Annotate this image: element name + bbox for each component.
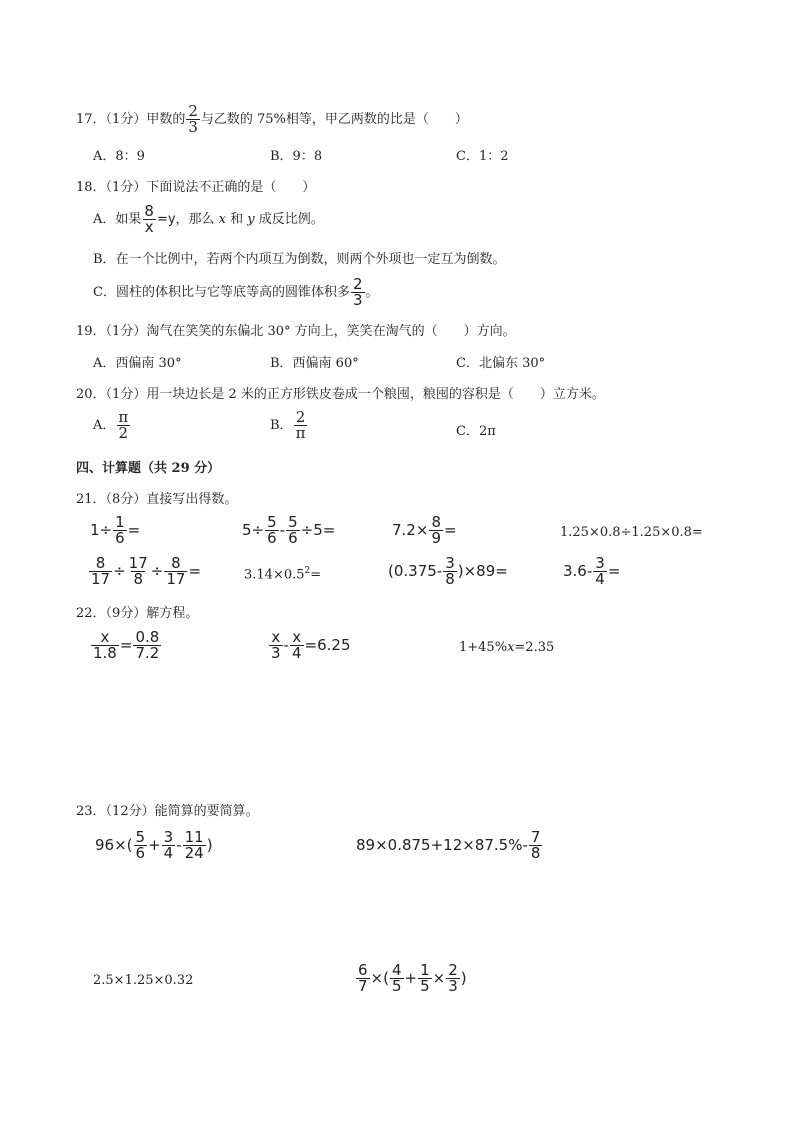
fraction xyxy=(351,277,365,308)
text: - xyxy=(283,636,289,654)
numerator: 5 xyxy=(288,513,298,531)
numerator: 8 xyxy=(171,554,181,572)
denominator: 1.8 xyxy=(93,644,117,662)
numerator: 3 xyxy=(163,828,174,846)
numerator: 5 xyxy=(135,828,146,846)
fraction xyxy=(133,630,161,661)
numerator: 8 xyxy=(144,202,154,220)
text: + xyxy=(404,969,418,987)
numerator: π xyxy=(118,408,129,426)
denominator: π xyxy=(295,424,306,442)
q17-option-a: A．8：9 xyxy=(93,149,145,164)
q19-stem: 19．（1分）淘气在笑笑的东偏北 30° 方向上，笑笑在淘气的（ ）方向。 xyxy=(76,324,516,339)
text: 96×( xyxy=(95,836,133,854)
section-heading: 四、计算题（共 29 分） xyxy=(76,461,221,476)
denominator: 3 xyxy=(352,291,363,309)
q22-equation-2 xyxy=(268,630,350,661)
denominator: 6 xyxy=(288,529,298,547)
var-x: x xyxy=(218,212,226,227)
denominator: 24 xyxy=(184,844,204,862)
denominator: x xyxy=(144,218,154,236)
fraction xyxy=(127,556,150,587)
denominator: 4 xyxy=(291,644,302,662)
q21-expr-2 xyxy=(242,515,335,546)
fraction xyxy=(89,556,112,587)
fraction xyxy=(91,630,119,661)
q21-expr-4: 1.25×0.8÷1.25×0.8= xyxy=(560,525,703,540)
numerator: 8 xyxy=(95,554,106,572)
numerator: x xyxy=(292,628,302,646)
q21-expr-6 xyxy=(244,566,321,582)
numerator: 2 xyxy=(448,961,458,979)
numerator: 2 xyxy=(352,275,363,293)
fraction xyxy=(186,104,200,135)
denominator: 7 xyxy=(358,977,368,995)
q19-option-a: A．西偏南 30° xyxy=(93,356,182,371)
numerator: 6 xyxy=(358,961,368,979)
numerator: 1 xyxy=(115,513,125,531)
q22-equation-1 xyxy=(90,630,162,661)
text: =2.35 xyxy=(514,640,555,655)
denominator: 3 xyxy=(448,977,458,995)
q20-option-c: C．2π xyxy=(456,424,496,439)
text: = xyxy=(607,562,621,580)
text: ÷ xyxy=(150,562,164,580)
numerator: x xyxy=(271,628,281,646)
text: - xyxy=(176,836,182,854)
fraction xyxy=(290,630,304,661)
text: - xyxy=(279,521,286,539)
text: 。 xyxy=(365,285,379,300)
text: 5÷ xyxy=(242,521,265,539)
fraction xyxy=(134,830,148,861)
text: 3.14×0.5 xyxy=(244,567,305,583)
q17-option-c: C．1：2 xyxy=(456,149,509,164)
denominator: 8 xyxy=(133,570,143,588)
text: ×( xyxy=(370,969,389,987)
var-x: x xyxy=(507,640,515,655)
numerator: 17 xyxy=(128,554,148,572)
question-17 xyxy=(76,104,468,135)
q19-option-b: B．西偏南 60° xyxy=(270,356,359,371)
text: )×89= xyxy=(457,562,508,580)
fraction xyxy=(446,963,460,994)
denominator: 2 xyxy=(118,424,129,442)
q21-expr-3 xyxy=(392,515,457,546)
q21-expr-5 xyxy=(88,556,201,587)
q21-expr-1 xyxy=(90,515,140,546)
exponent: 2 xyxy=(304,566,311,576)
text: = xyxy=(119,636,133,654)
text: =6.25 xyxy=(304,636,351,654)
text: ÷5= xyxy=(300,521,336,539)
q23-stem: 23．（12分）能简算的要简算。 xyxy=(76,804,259,819)
q17-option-b: B．9：8 xyxy=(270,149,323,164)
text: A．如果 xyxy=(93,212,142,227)
text: =y，那么 xyxy=(156,212,219,227)
text: 89×0.875+12×87.5%- xyxy=(356,836,528,854)
denominator: 17 xyxy=(91,570,111,588)
q18-stem: 18．（1分）下面说法不正确的是（ ） xyxy=(76,180,316,195)
fraction xyxy=(529,830,543,861)
denominator: 8 xyxy=(445,570,455,588)
var-y: y xyxy=(247,212,255,227)
denominator: 6 xyxy=(135,844,146,862)
q23-expr-1 xyxy=(95,830,213,861)
q19-option-c: C．北偏东 30° xyxy=(456,356,546,371)
fraction xyxy=(162,830,176,861)
fraction xyxy=(265,515,279,546)
text: C．圆柱的体积比与它等底等高的圆锥体积多 xyxy=(93,285,350,300)
numerator: 5 xyxy=(267,513,277,531)
text: = xyxy=(310,567,322,583)
fraction xyxy=(294,410,308,441)
text: 和 xyxy=(226,212,248,227)
q17-number: 17．（1分）甲数的 xyxy=(76,112,186,127)
denominator: 3 xyxy=(188,118,198,136)
denominator: 3 xyxy=(271,644,281,662)
text: × xyxy=(432,969,446,987)
fraction xyxy=(286,515,300,546)
numerator: 11 xyxy=(184,828,204,846)
q17-rest: 与乙数的 75%相等，甲乙两数的比是（ ） xyxy=(200,112,468,127)
denominator: 9 xyxy=(431,529,441,547)
q22-stem: 22．（9分）解方程。 xyxy=(76,606,199,621)
q21-stem: 21．（8分）直接写出得数。 xyxy=(76,492,238,507)
q22-equation-3 xyxy=(459,640,554,655)
text: 1÷ xyxy=(90,521,113,539)
text: ) xyxy=(460,969,467,987)
q23-expr-4 xyxy=(355,963,467,994)
denominator: 6 xyxy=(115,529,125,547)
fraction xyxy=(269,630,283,661)
numerator: 2 xyxy=(295,408,306,426)
fraction xyxy=(164,556,187,587)
denominator: 6 xyxy=(267,529,277,547)
numerator: 3 xyxy=(595,554,605,572)
fraction xyxy=(390,963,404,994)
fraction xyxy=(443,556,457,587)
q21-expr-8 xyxy=(563,556,620,587)
q23-expr-3: 2.5×1.25×0.32 xyxy=(93,973,194,988)
numerator: 0.8 xyxy=(135,628,160,646)
fraction xyxy=(116,410,130,441)
q21-expr-7 xyxy=(388,556,508,587)
q18-option-c xyxy=(93,277,379,308)
numerator: 1 xyxy=(420,961,430,979)
fraction xyxy=(183,830,206,861)
text: 成反比例。 xyxy=(254,212,324,227)
text: B． xyxy=(270,418,293,433)
text: ÷ xyxy=(113,562,126,580)
text: ) xyxy=(206,836,213,854)
numerator: 3 xyxy=(445,554,455,572)
q20-stem: 20．（1分）用一块边长是 2 米的正方形铁皮卷成一个粮囤，粮囤的容积是（ ）立方米。 xyxy=(76,387,605,402)
text: + xyxy=(148,836,161,854)
text: 3.6- xyxy=(563,562,593,580)
denominator: 5 xyxy=(391,977,402,995)
text: 1+45% xyxy=(459,640,508,655)
q20-option-a xyxy=(93,410,131,441)
q18-option-a xyxy=(93,204,324,235)
denominator: 17 xyxy=(166,570,186,588)
q18-option-b: B．在一个比例中，若两个内项互为倒数，则两个外项也一定互为倒数。 xyxy=(93,252,506,267)
fraction xyxy=(356,963,370,994)
q20-option-b xyxy=(270,410,308,441)
fraction xyxy=(429,515,443,546)
denominator: 4 xyxy=(163,844,174,862)
numerator: 4 xyxy=(391,961,402,979)
text: = xyxy=(188,562,202,580)
text: A． xyxy=(93,418,116,433)
numerator: 7 xyxy=(530,828,541,846)
fraction xyxy=(142,204,156,235)
denominator: 8 xyxy=(530,844,541,862)
text: 7.2× xyxy=(392,521,429,539)
q23-expr-2 xyxy=(356,830,543,861)
denominator: 7.2 xyxy=(135,644,160,662)
text: = xyxy=(443,521,457,539)
fraction xyxy=(593,556,607,587)
denominator: 4 xyxy=(595,570,605,588)
text: (0.375- xyxy=(388,562,443,580)
numerator: 8 xyxy=(431,513,441,531)
numerator: 2 xyxy=(188,102,198,120)
denominator: 5 xyxy=(420,977,430,995)
fraction xyxy=(418,963,432,994)
fraction xyxy=(113,515,127,546)
text: = xyxy=(127,521,141,539)
numerator: x xyxy=(100,628,110,646)
